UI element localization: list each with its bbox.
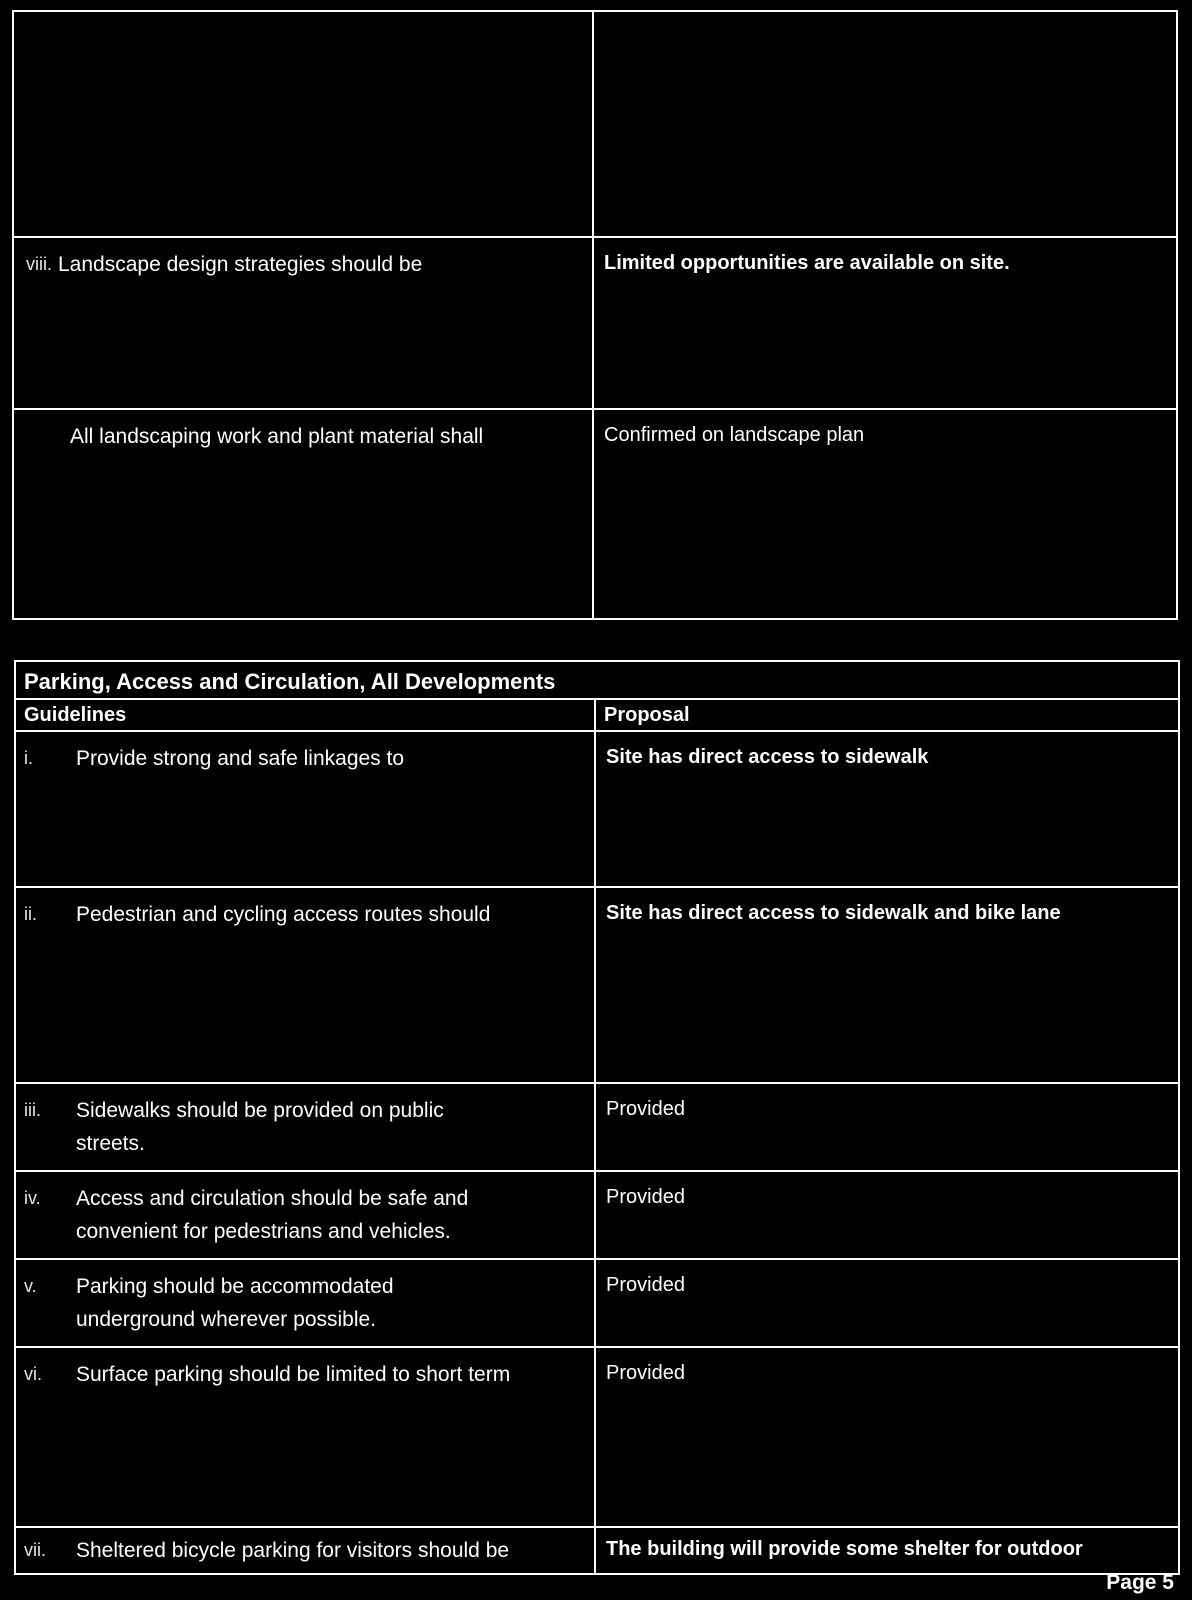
header-row <box>15 699 1179 731</box>
guideline-text: Provide strong and safe linkages to <box>76 747 405 770</box>
guideline-cell <box>15 1083 595 1171</box>
guideline-text: All landscaping work and plant material shall <box>70 425 484 448</box>
proposal-cell <box>595 1171 1179 1259</box>
row-number-inline: viii. <box>26 254 52 274</box>
guideline-cell <box>15 887 595 1083</box>
guideline-text: Sidewalks should be provided on public streets. <box>76 1099 444 1155</box>
landscape-table <box>12 10 1178 620</box>
table-row <box>13 237 1177 409</box>
proposal-text: Site has direct access to sidewalk and bike lane <box>606 902 1061 924</box>
proposal-text: Confirmed on landscape plan <box>604 424 865 446</box>
guideline-cell <box>15 731 595 887</box>
guideline-cell <box>13 409 593 619</box>
proposal-text <box>594 12 1176 28</box>
page-number: Page 5 <box>1106 1571 1174 1594</box>
guideline-text: Landscape design strategies should be <box>58 253 423 276</box>
table-row <box>15 731 1179 887</box>
proposal-cell <box>593 409 1177 619</box>
row-number: i. <box>24 748 33 768</box>
row-number: vii. <box>24 1540 46 1560</box>
parking-table <box>14 660 1180 1575</box>
proposal-cell <box>593 237 1177 409</box>
guideline-cell <box>15 1527 595 1574</box>
proposal-text: Limited opportunities are available on site. <box>604 252 1010 274</box>
table-row <box>15 1259 1179 1347</box>
section-title: Parking, Access and Circulation, All Developments <box>24 669 556 694</box>
guideline-cell <box>15 1259 595 1347</box>
guideline-text: Parking should be accommodated underground wherever possible. <box>76 1275 394 1331</box>
proposal-cell <box>593 11 1177 237</box>
row-number: iv. <box>24 1188 41 1208</box>
proposal-cell <box>595 887 1179 1083</box>
header-guidelines: Guidelines <box>24 704 127 726</box>
guideline-text: Pedestrian and cycling access routes should <box>76 903 491 926</box>
table-row <box>15 1527 1179 1574</box>
header-proposal: Proposal <box>604 704 690 726</box>
row-number: vi. <box>24 1364 42 1384</box>
header-proposal-cell <box>595 699 1179 731</box>
table-row <box>15 1083 1179 1171</box>
guideline-cell <box>15 1347 595 1527</box>
section-title-row <box>15 661 1179 699</box>
table-row <box>13 409 1177 619</box>
proposal-cell <box>595 1083 1179 1171</box>
guideline-text: Sheltered bicycle parking for visitors should be <box>76 1539 510 1562</box>
guideline-cell <box>13 237 593 409</box>
guideline-text: Access and circulation should be safe and convenient for pedestrians and vehicles. <box>76 1187 469 1243</box>
row-number: v. <box>24 1276 37 1296</box>
proposal-text: Provided <box>606 1274 685 1296</box>
table-row <box>15 887 1179 1083</box>
header-guidelines-cell <box>15 699 595 731</box>
proposal-text: Provided <box>606 1362 685 1384</box>
section-title-cell <box>15 661 1179 699</box>
guideline-text: Surface parking should be limited to short term <box>76 1363 511 1386</box>
proposal-text: Site has direct access to sidewalk <box>606 746 929 768</box>
guideline-cell <box>13 11 593 237</box>
proposal-text: The building will provide some shelter for outdoor <box>606 1538 1083 1560</box>
guideline-cell <box>15 1171 595 1259</box>
proposal-cell <box>595 731 1179 887</box>
table-row <box>13 11 1177 237</box>
proposal-text: Provided <box>606 1098 685 1120</box>
proposal-cell <box>595 1527 1179 1574</box>
row-number: ii. <box>24 904 37 924</box>
table-row <box>15 1347 1179 1527</box>
proposal-cell <box>595 1347 1179 1527</box>
proposal-text: Provided <box>606 1186 685 1208</box>
row-number: iii. <box>24 1100 41 1120</box>
proposal-cell <box>595 1259 1179 1347</box>
table-row <box>15 1171 1179 1259</box>
